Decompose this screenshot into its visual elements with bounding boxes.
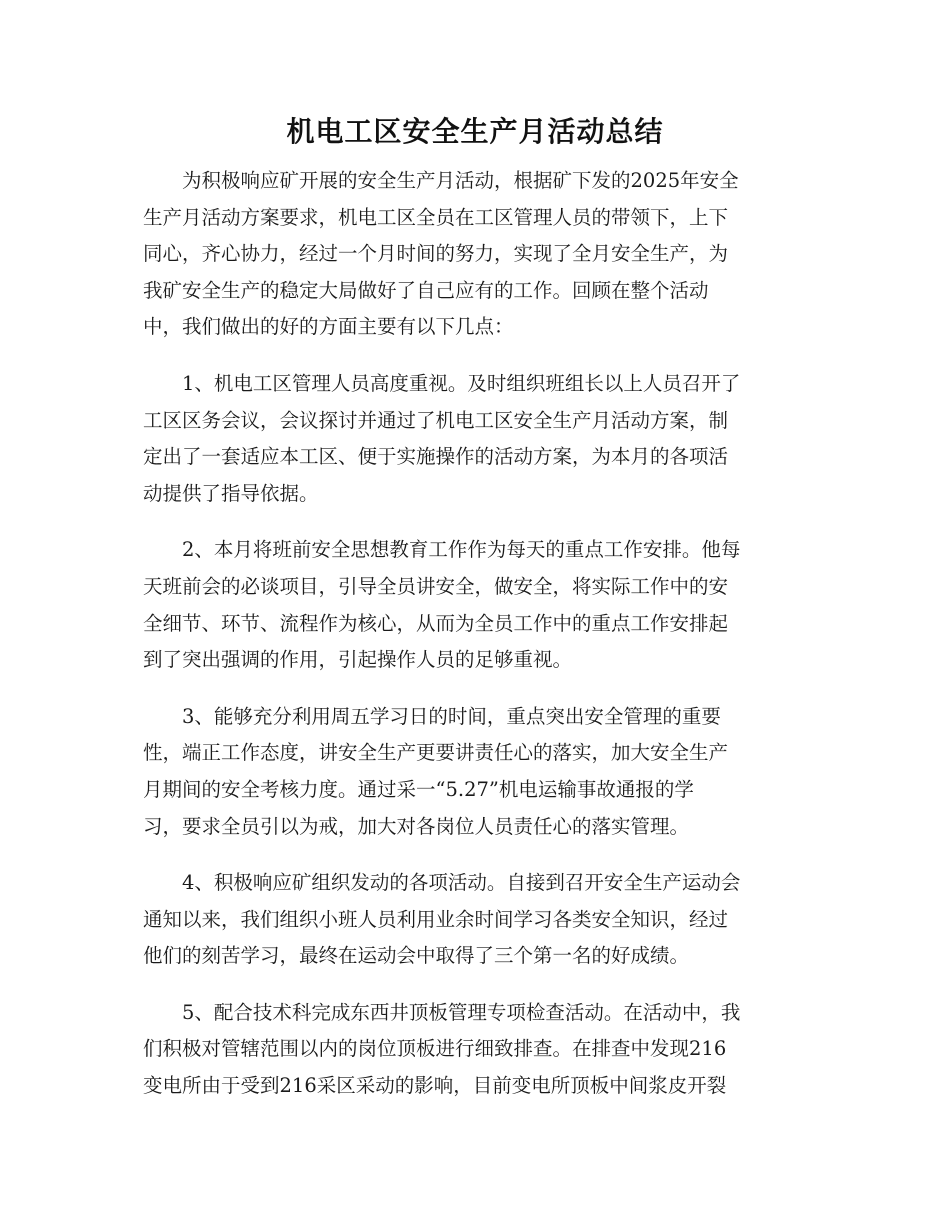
paragraph-line: 天班前会的必谈项目，引导全员讲安全，做安全，将实际工作中的安 [143,574,729,598]
paragraph-line: 4、积极响应矿组织发动的各项活动。自接到召开安全生产运动会 [182,871,741,895]
paragraph-line: 同心，齐心协力，经过一个月时间的努力，实现了全月安全生产，为 [143,242,729,266]
paragraph-line: 月期间的安全考核力度。通过采一“5.27”机电运输事故通报的学 [143,777,694,801]
paragraph-line: 他们的刻苦学习，最终在运动会中取得了三个第一名的好成绩。 [143,944,690,968]
paragraph-line: 们积极对管辖范围以内的岗位顶板进行细致排查。在排查中发现216 [143,1037,727,1061]
paragraph-line: 习，要求全员引以为戒，加大对各岗位人员责任心的落实管理。 [143,814,690,838]
paragraph-line: 1、机电工区管理人员高度重视。及时组织班组长以上人员召开了 [182,371,741,395]
paragraph-line: 性，端正工作态度，讲安全生产更要讲责任心的落实，加大安全生产 [143,741,729,765]
paragraph-line: 定出了一套适应本工区、便于实施操作的活动方案，为本月的各项活 [143,445,729,469]
paragraph-line: 到了突出强调的作用，引起操作人员的足够重视。 [143,648,573,672]
paragraph-line: 通知以来，我们组织小班人员利用业余时间学习各类安全知识，经过 [143,907,729,931]
document-title: 机电工区安全生产月活动总结 [286,115,664,148]
paragraph-line: 2、本月将班前安全思想教育工作作为每天的重点工作安排。他每 [182,538,741,562]
paragraph-intro [143,163,808,346]
paragraph-line: 我矿安全生产的稳定大局做好了自己应有的工作。回顾在整个活动 [143,278,709,302]
paragraph-item-3 [143,699,808,845]
paragraph-line: 动提供了指导依据。 [143,481,319,505]
paragraph-line: 5、配合技术科完成东西井顶板管理专项检查活动。在活动中，我 [182,1000,741,1024]
paragraph-item-4 [143,865,808,975]
paragraph-item-2 [143,532,808,678]
paragraph-item-5 [143,995,808,1105]
paragraph-line: 生产月活动方案要求，机电工区全员在工区管理人员的带领下，上下 [143,205,729,229]
paragraph-line: 变电所由于受到216采区采动的影响，目前变电所顶板中间浆皮开裂 [143,1074,727,1098]
paragraph-line: 为积极响应矿开展的安全生产月活动，根据矿下发的2025年安全 [182,169,739,192]
paragraph-line: 工区区务会议，会议探讨并通过了机电工区安全生产月活动方案，制 [143,408,729,432]
paragraph-line: 中，我们做出的好的方面主要有以下几点： [143,315,514,339]
paragraph-line: 全细节、环节、流程作为核心，从而为全员工作中的重点工作安排起 [143,611,729,635]
paragraph-line: 3、能够充分利用周五学习日的时间，重点突出安全管理的重要 [182,704,721,728]
paragraph-item-1 [143,366,808,512]
document-body [143,163,808,1125]
